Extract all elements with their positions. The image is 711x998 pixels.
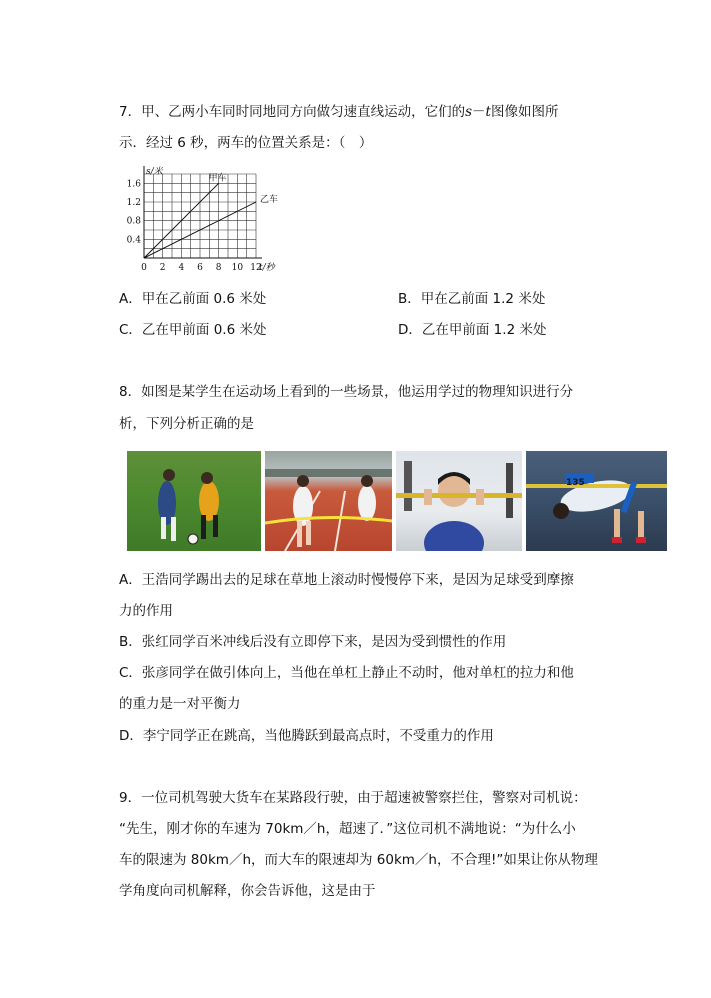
x-tick-label: 10 [231, 263, 244, 273]
q7-stem-line-2: 示．经过 6 秒，两车的位置关系是：（ ） [119, 135, 373, 151]
var-s: s [465, 104, 473, 120]
x-axis-label: t/秒 [259, 263, 275, 273]
q7-stem-text: 7．甲、乙两小车同时同地同方向做匀速直线运动，它们的 [119, 104, 466, 120]
x-tick-label: 0 [141, 263, 147, 273]
minus-sign: － [472, 104, 486, 120]
q8-option-c-line-2: 的重力是一对平衡力 [119, 696, 241, 712]
q8-option-a-line-1[interactable]: A．王浩同学踢出去的足球在草地上滚动时慢慢停下来，是因为足球受到摩擦 [119, 572, 574, 588]
x-tick-label: 12 [250, 263, 262, 273]
q8-stem-line-2: 析，下列分析正确的是 [119, 416, 254, 432]
y-axis-label: s/米 [146, 167, 163, 177]
q7-option-a[interactable]: A．甲在乙前面 0.6 米处 [119, 291, 267, 307]
x-tick-label: 8 [215, 263, 222, 273]
q9-stem-line-3: 车的限速为 80km／h，而大车的限速却为 60km／h，不合理!”如果让你从物理 [119, 852, 598, 868]
q9-stem-line-1: 9．一位司机驾驶大货车在某路段行驶，由于超速被警察拦住，警察对司机说： [119, 790, 587, 806]
y-tick-label: 0.4 [126, 235, 141, 246]
var-t: t [485, 104, 491, 120]
q8-option-c-line-1[interactable]: C．张彦同学在做引体向上，当他在单杠上静止不动时，他对单杠的拉力和他 [119, 665, 574, 681]
x-tick-label: 4 [178, 263, 185, 273]
jersey-number: 135 [566, 478, 585, 488]
q8-option-a-line-2: 力的作用 [119, 603, 173, 619]
q9-stem-line-4: 学角度向司机解释，你会告诉他，这是由于 [119, 883, 376, 899]
s-t-graph [120, 164, 290, 276]
q7-option-c[interactable]: C．乙在甲前面 0.6 米处 [119, 322, 267, 338]
soccer-photo [127, 451, 261, 551]
y-tick-label: 1.2 [126, 198, 141, 208]
q7-stem-end: 图像如图所 [490, 104, 559, 120]
q7-option-b[interactable]: B．甲在乙前面 1.2 米处 [398, 291, 546, 307]
q8-option-d[interactable]: D．李宁同学正在跳高，当他腾跃到最高点时，不受重力的作用 [119, 728, 494, 744]
q9-stem-line-2: “先生，刚才你的车速为 70km／h，超速了．”这位司机不满地说：“为什么小 [119, 821, 576, 837]
pull-up-photo [396, 451, 522, 551]
y-tick-label: 1.6 [126, 179, 141, 190]
chart-lines [144, 171, 278, 258]
high-jump-photo [526, 451, 667, 551]
q8-stem-line-1: 8．如图是某学生在运动场上看到的一些场景，他运用学过的物理知识进行分 [119, 384, 574, 400]
q7-stem-line-1 [119, 102, 558, 122]
sprint-finish-photo [265, 451, 392, 551]
q8-option-b[interactable]: B．张红同学百米冲线后没有立即停下来，是因为受到惯性的作用 [119, 634, 507, 650]
q7-option-d[interactable]: D．乙在甲前面 1.2 米处 [398, 322, 547, 338]
y-tick-label: 0.8 [126, 216, 141, 227]
chart-grid [144, 174, 256, 258]
x-tick-label: 2 [159, 263, 166, 273]
chart-labels [127, 166, 277, 273]
series-label: 甲车 [208, 173, 227, 184]
chart-axes [144, 166, 262, 258]
x-tick-label: 6 [197, 263, 203, 273]
series-label: 乙车 [260, 195, 279, 205]
